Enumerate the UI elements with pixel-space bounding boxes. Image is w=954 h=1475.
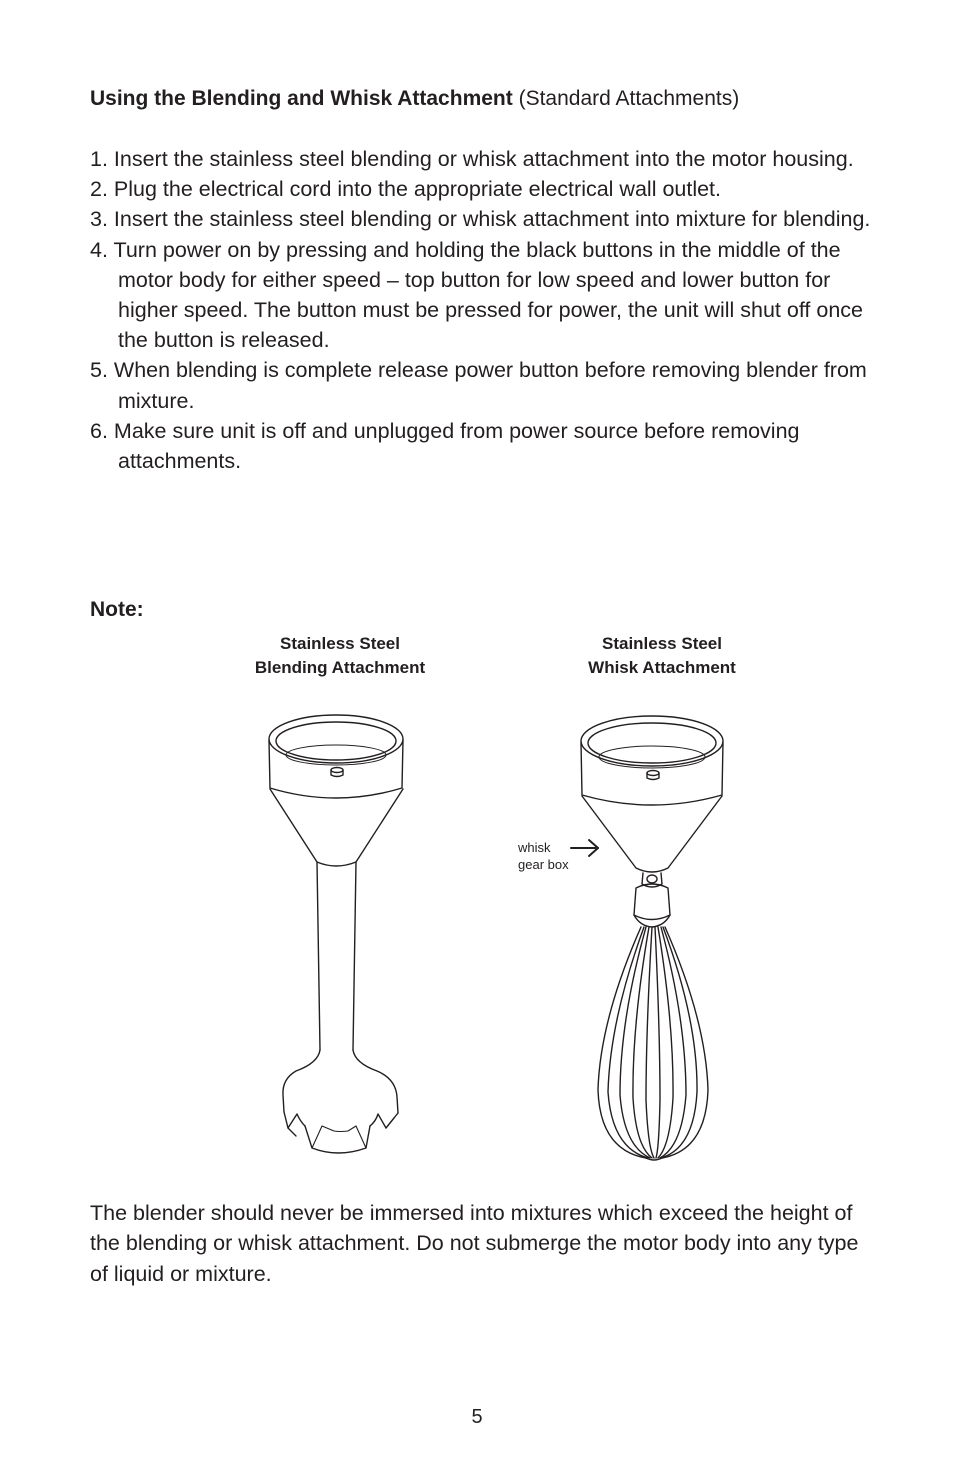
page-number: 5: [471, 1406, 483, 1428]
note-label: Note:: [90, 598, 144, 621]
instruction-step: 5. When blending is complete release power button before removing blender from mixture.: [90, 358, 867, 413]
blending-attachment-drawing: [269, 715, 403, 1153]
whisk-attachment-drawing: [581, 716, 723, 1160]
closing-paragraph: The blender should never be immersed into mixtures which exceed the height of the blending or whisk attachment. Do not submerge the motor body into any type of liquid or mixture.: [90, 1201, 859, 1286]
blending-caption-line1: Stainless Steel: [279, 634, 400, 653]
section-heading-bold: Using the Blending and Whisk Attachment: [90, 87, 513, 110]
instruction-step: 1. Insert the stainless steel blending or whisk attachment into the motor housing.: [90, 147, 854, 171]
instruction-step: 6. Make sure unit is off and unplugged from power source before removing attachments.: [90, 418, 800, 474]
whisk-caption-line1: Stainless Steel: [601, 634, 722, 653]
whisk-caption-line2: Whisk Attachment: [588, 658, 736, 677]
right-arrow-icon: [571, 840, 598, 856]
instruction-step: 2. Plug the electrical cord into the appropriate electrical wall outlet.: [90, 177, 722, 202]
blending-caption-line2: Blending Attachment: [254, 658, 426, 677]
callout-line2: gear box: [518, 857, 569, 872]
instruction-step: 4. Turn power on by pressing and holding the black buttons in the middle of the motor body for either speed – top button for low speed and lower button for higher speed. The button must be pressed for power, the unit will shut off once the button is released.: [90, 237, 863, 353]
section-heading-subtitle: (Standard Attachments): [512, 87, 740, 110]
instruction-step: 3. Insert the stainless steel blending or whisk attachment into mixture for blending.: [90, 207, 871, 232]
callout-line1: whisk: [518, 840, 551, 855]
